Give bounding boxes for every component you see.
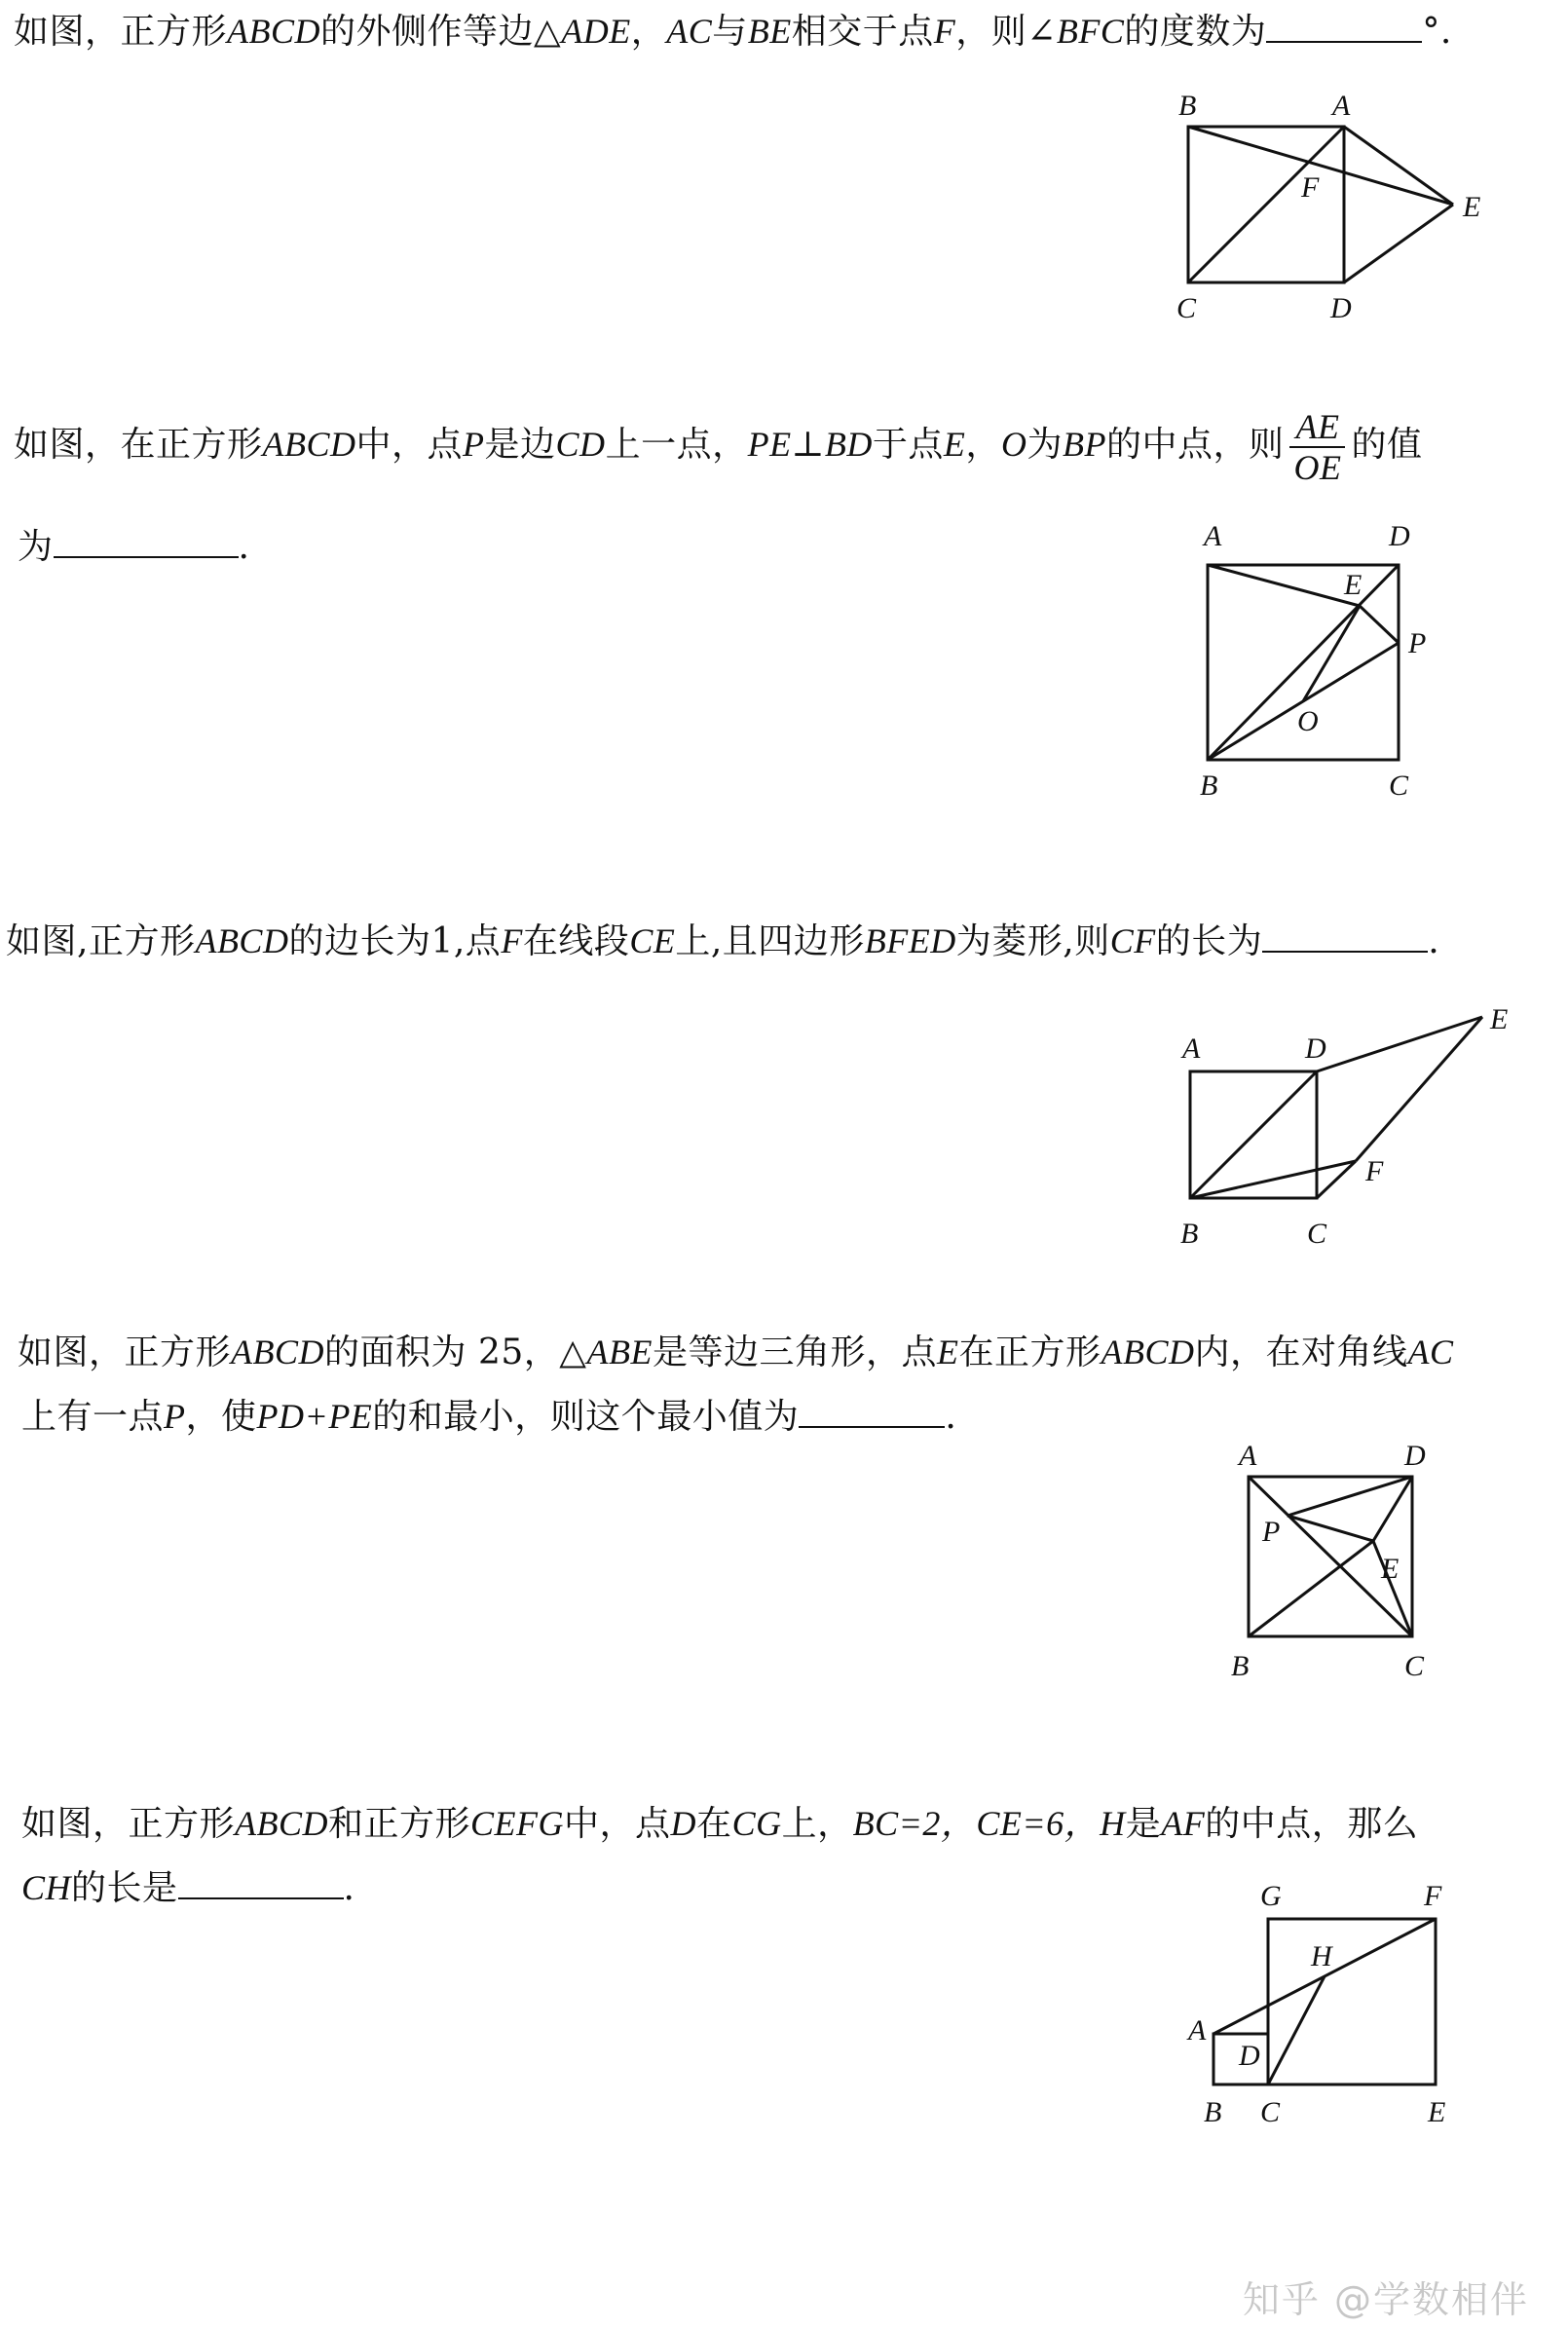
segment-ep bbox=[1360, 606, 1399, 643]
p5-t: CEFG bbox=[470, 1804, 565, 1843]
p2-t: 中，点 bbox=[355, 425, 464, 465]
label-b: B bbox=[1204, 2096, 1222, 2128]
problem-2-line-1 bbox=[14, 407, 1422, 487]
p2-t: 为 bbox=[18, 527, 54, 567]
label-a: A bbox=[1332, 90, 1351, 122]
label-o: O bbox=[1297, 705, 1319, 737]
label-g: G bbox=[1260, 1880, 1282, 1912]
p2-t: CD bbox=[555, 425, 606, 464]
label-e: E bbox=[1344, 569, 1363, 601]
p2-t: 如图，在正方形 bbox=[14, 425, 263, 465]
label-b: B bbox=[1180, 1218, 1199, 1250]
p2-t: 于点 bbox=[872, 425, 944, 465]
label-e: E bbox=[1463, 191, 1481, 223]
watermark: 知乎 @学数相伴 bbox=[1242, 2278, 1529, 2321]
p3-t: 上,且四边形 bbox=[675, 921, 865, 961]
segment-de bbox=[1344, 205, 1453, 282]
p1-t: BFC bbox=[1056, 12, 1125, 51]
segment-be bbox=[1249, 1541, 1373, 1636]
label-a: A bbox=[1188, 2014, 1207, 2046]
label-c: C bbox=[1389, 770, 1409, 802]
segment-bd bbox=[1190, 1071, 1317, 1198]
p3-t: 在线段 bbox=[522, 921, 630, 961]
label-p: P bbox=[1408, 627, 1427, 659]
p4-t: 上有一点 bbox=[21, 1397, 165, 1437]
p1-t: 的外侧作等边△ bbox=[320, 12, 562, 52]
p1-t: 如图，正方形 bbox=[14, 12, 228, 52]
answer-blank[interactable] bbox=[1262, 921, 1428, 953]
p3-t: 的边长为1,点 bbox=[288, 921, 502, 961]
p1-t: ， bbox=[630, 12, 667, 52]
frac-den: OE bbox=[1293, 448, 1342, 487]
p3-t: BFED bbox=[864, 921, 956, 960]
p3-t: ABCD bbox=[195, 921, 289, 960]
p4-t: 的面积为 25，△ bbox=[324, 1333, 587, 1372]
p5-t: 是 bbox=[1125, 1804, 1162, 1844]
p4-t: P bbox=[164, 1397, 186, 1436]
p3-t: CF bbox=[1109, 921, 1156, 960]
segment-bf bbox=[1190, 1161, 1356, 1198]
problem-4-line-1 bbox=[18, 1331, 1454, 1374]
p1-t: 与 bbox=[712, 12, 748, 52]
p2-t: 为 bbox=[1027, 425, 1063, 465]
problem-5-line-1 bbox=[21, 1802, 1418, 1846]
p4-t: 在正方形 bbox=[958, 1333, 1101, 1372]
figure-5 bbox=[1178, 1880, 1490, 2143]
problem-3-text bbox=[6, 920, 1439, 963]
p4-t: ，使 bbox=[185, 1397, 257, 1437]
square-cefg bbox=[1268, 1919, 1436, 2084]
p4-t: E bbox=[936, 1333, 959, 1371]
p4-t: 是等边三角形，点 bbox=[652, 1333, 937, 1372]
answer-blank[interactable] bbox=[799, 1397, 945, 1428]
label-a: A bbox=[1204, 520, 1222, 552]
p1-t: BE bbox=[747, 12, 792, 51]
p1-t: ADE bbox=[561, 12, 631, 51]
p2-t: 的中点，则 bbox=[1105, 425, 1285, 465]
segment-ae bbox=[1208, 565, 1363, 606]
p4-t: AC bbox=[1407, 1333, 1454, 1371]
p5-t: 上， bbox=[781, 1804, 853, 1844]
p1-t: ，则∠ bbox=[955, 12, 1057, 52]
p2-t: 是边 bbox=[484, 425, 556, 465]
p2-t: BP bbox=[1062, 425, 1106, 464]
answer-blank[interactable] bbox=[1266, 12, 1422, 43]
p1-t: AC bbox=[666, 12, 713, 51]
p4-t: PD+PE bbox=[256, 1397, 373, 1436]
label-d: D bbox=[1305, 1033, 1326, 1065]
p5-t: 在 bbox=[696, 1804, 732, 1844]
p5-t: 如图，正方形 bbox=[21, 1804, 236, 1844]
label-a: A bbox=[1182, 1033, 1201, 1065]
label-d: D bbox=[1330, 292, 1352, 324]
p2-t: E bbox=[943, 425, 966, 464]
p1-t: F bbox=[933, 12, 956, 51]
p3-t: 的长为 bbox=[1155, 921, 1263, 961]
label-c: C bbox=[1404, 1650, 1425, 1682]
problem-4-line-2 bbox=[21, 1395, 956, 1439]
p5-t: . bbox=[343, 1868, 355, 1908]
label-d: D bbox=[1239, 2040, 1260, 2072]
p5-t: 的中点，那么 bbox=[1205, 1804, 1419, 1844]
label-e: E bbox=[1428, 2096, 1446, 2128]
label-f: F bbox=[1424, 1880, 1442, 1912]
p4-t: 的和最小，则这个最小值为 bbox=[372, 1397, 800, 1437]
p1-t: ABCD bbox=[227, 12, 321, 51]
p2-t: PE⊥BD bbox=[747, 425, 873, 464]
p5-t: 和正方形 bbox=[328, 1804, 471, 1844]
p5-t: BC=2，CE=6，H bbox=[852, 1804, 1126, 1843]
figure-3 bbox=[1169, 1003, 1539, 1266]
label-p: P bbox=[1262, 1516, 1281, 1548]
label-a: A bbox=[1239, 1440, 1257, 1472]
p5-t: 中，点 bbox=[564, 1804, 671, 1844]
p3-t: 如图,正方形 bbox=[6, 921, 196, 961]
problem-5-line-2 bbox=[21, 1866, 355, 1910]
p4-t: ABCD bbox=[231, 1333, 325, 1371]
p5-t: CG bbox=[731, 1804, 782, 1843]
figure-2 bbox=[1188, 516, 1441, 808]
label-d: D bbox=[1389, 520, 1410, 552]
p4-t: 内，在对角线 bbox=[1194, 1333, 1408, 1372]
label-e: E bbox=[1381, 1553, 1400, 1585]
p3-t: CE bbox=[629, 921, 676, 960]
figure-4 bbox=[1227, 1432, 1461, 1695]
label-c: C bbox=[1307, 1218, 1327, 1250]
p5-t: AF bbox=[1161, 1804, 1206, 1843]
p5-t: D bbox=[670, 1804, 697, 1843]
problem-1-text bbox=[14, 10, 1452, 54]
frac-num: AE bbox=[1289, 407, 1345, 448]
label-f: F bbox=[1301, 171, 1320, 204]
segment-be bbox=[1188, 127, 1453, 205]
label-d: D bbox=[1404, 1440, 1426, 1472]
p4-t: 如图，正方形 bbox=[18, 1333, 232, 1372]
p5-t: CH bbox=[21, 1868, 72, 1907]
label-b: B bbox=[1178, 90, 1197, 122]
label-c: C bbox=[1260, 2096, 1281, 2128]
p2-t: 上一点， bbox=[605, 425, 748, 465]
answer-blank[interactable] bbox=[178, 1868, 344, 1899]
p2-t: P bbox=[463, 425, 485, 464]
label-e: E bbox=[1490, 1003, 1509, 1035]
p4-t: ABCD bbox=[1101, 1333, 1195, 1371]
p5-t: ABCD bbox=[235, 1804, 329, 1843]
p4-t: . bbox=[945, 1397, 957, 1437]
p4-t: ABE bbox=[586, 1333, 653, 1371]
p1-t: 的度数为 bbox=[1124, 12, 1267, 52]
p2-t: 的值 bbox=[1351, 425, 1423, 465]
p3-t: . bbox=[1428, 921, 1440, 961]
p2-t: ， bbox=[965, 425, 1001, 465]
p1-t: °. bbox=[1422, 12, 1452, 52]
p1-t: 相交于点 bbox=[791, 12, 934, 52]
label-h: H bbox=[1311, 1940, 1332, 1972]
label-b: B bbox=[1200, 770, 1218, 802]
p3-t: F bbox=[501, 921, 523, 960]
p3-t: 为菱形,则 bbox=[955, 921, 1110, 961]
label-f: F bbox=[1365, 1155, 1384, 1187]
p2-t: . bbox=[238, 527, 250, 567]
p2-t: O bbox=[1000, 425, 1027, 464]
figure-1 bbox=[1149, 88, 1500, 341]
fraction-ae-oe bbox=[1289, 407, 1345, 487]
problem-2-line-2 bbox=[18, 526, 249, 569]
label-c: C bbox=[1176, 292, 1197, 324]
p2-t: ABCD bbox=[262, 425, 356, 464]
p5-t: 的长是 bbox=[71, 1868, 178, 1908]
label-b: B bbox=[1231, 1650, 1250, 1682]
segment-ae bbox=[1344, 127, 1453, 205]
answer-blank[interactable] bbox=[54, 527, 239, 558]
